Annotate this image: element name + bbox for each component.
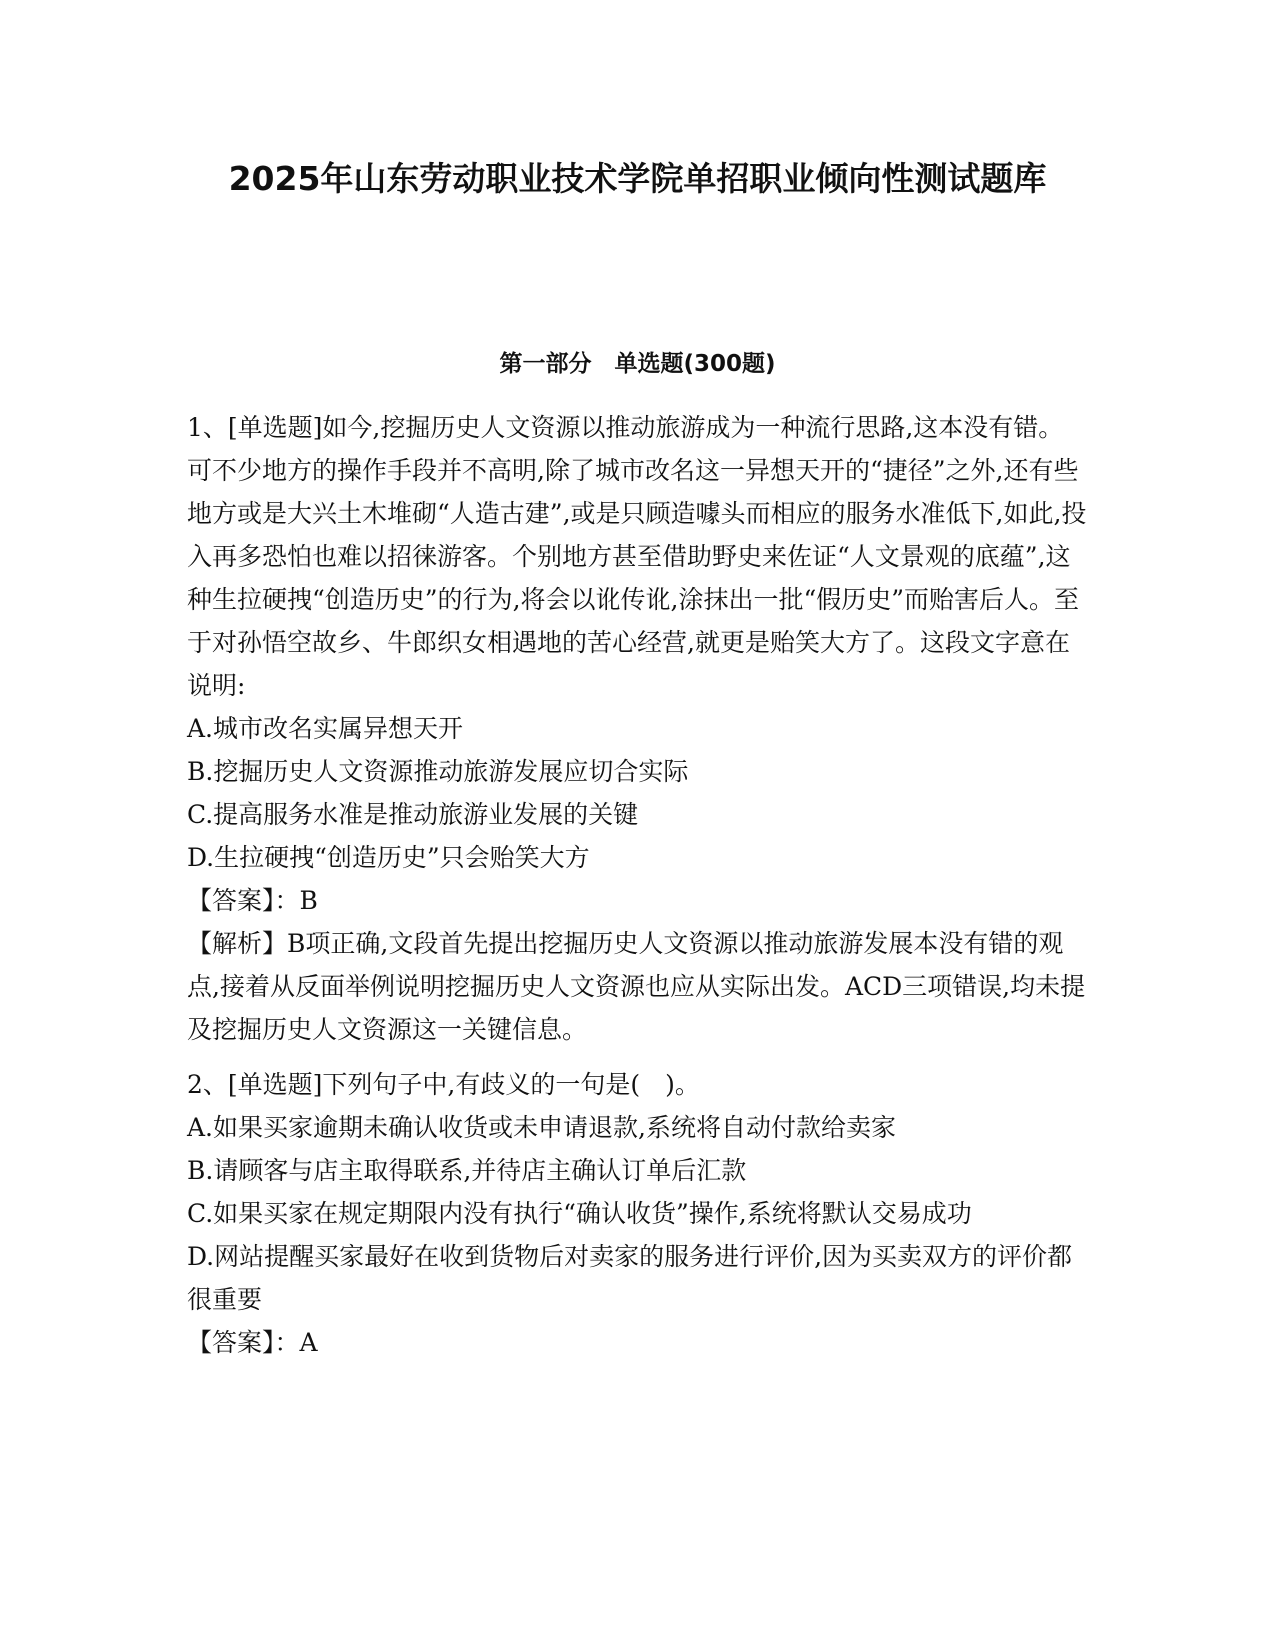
question-list bbox=[187, 406, 1087, 1376]
option-a: A.如果买家逾期未确认收货或未申请退款,系统将自动付款给卖家 bbox=[187, 1113, 896, 1142]
option-b: B.挖掘历史人文资源推动旅游发展应切合实际 bbox=[187, 757, 689, 786]
analysis-text: 【解析】B项正确,文段首先提出挖掘历史人文资源以推动旅游发展本没有错的观点,接着从反面举例说明挖掘历史人文资源也应从实际出发。ACD三项错误,均未提及挖掘历史人文资源这一关键信息。 bbox=[187, 929, 1086, 1044]
document-title: 2025年山东劳动职业技术学院单招职业倾向性测试题库 bbox=[228, 159, 1047, 198]
question-stem: 2、[单选题]下列句子中,有歧义的一句是( )。 bbox=[187, 1070, 700, 1099]
option-a: A.城市改名实属异想天开 bbox=[187, 714, 464, 743]
option-d: D.生拉硬拽“创造历史”只会贻笑大方 bbox=[187, 843, 590, 872]
section-heading: 第一部分 单选题(300题) bbox=[499, 351, 776, 377]
answer-line: 【答案】：A bbox=[187, 1328, 318, 1357]
question-2 bbox=[187, 1063, 1087, 1364]
question-stem: 1、[单选题]如今,挖掘历史人文资源以推动旅游成为一种流行思路,这本没有错。可不少地方的操作手段并不高明,除了城市改名这一异想天开的“捷径”之外,还有些地方或是大兴土木堆砌“人造古建”,或是只顾造噱头而相应的服务水准低下,如此,投入再多恐怕也难以招徕游客。个别地方甚至借助野史来佐证“人文景观的底蕴”,这种生拉硬拽“创造历史”的行为,将会以讹传讹,涂抹出一批“假历史”而贻害后人。至于对孙悟空故乡、牛郎织女相遇地的苦心经营,就更是贻笑大方了。这段文字意在说明: bbox=[187, 413, 1087, 700]
question-1 bbox=[187, 406, 1087, 1051]
option-c: C.如果买家在规定期限内没有执行“确认收货”操作,系统将默认交易成功 bbox=[187, 1199, 972, 1228]
answer-line: 【答案】：B bbox=[187, 886, 318, 915]
option-b: B.请顾客与店主取得联系,并待店主确认订单后汇款 bbox=[187, 1156, 747, 1185]
option-d: D.网站提醒买家最好在收到货物后对卖家的服务进行评价,因为买卖双方的评价都很重要 bbox=[187, 1242, 1073, 1314]
option-c: C.提高服务水准是推动旅游业发展的关键 bbox=[187, 800, 639, 829]
